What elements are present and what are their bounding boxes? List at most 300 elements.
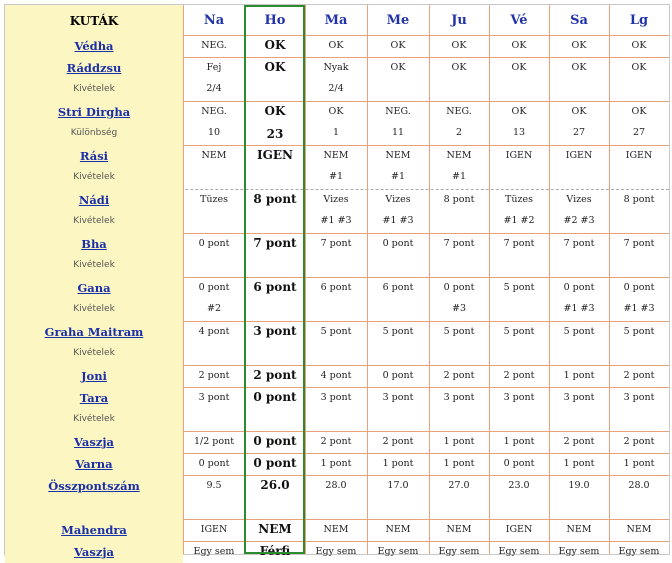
value-cell — [367, 453, 429, 475]
row-label-link[interactable]: Mahendra — [61, 523, 127, 537]
cell-value: 1 pont — [320, 458, 352, 469]
cell-value: 26.0 — [260, 478, 290, 492]
row-sublabel: Kivételek — [73, 304, 115, 314]
cell-subvalue: #2 #3 — [563, 215, 595, 226]
column-divider — [305, 5, 306, 554]
row-label-cell — [5, 453, 183, 475]
row-sublabel: Kivételek — [73, 348, 115, 358]
cell-value: 5 pont — [382, 326, 414, 337]
cell-value: IGEN — [505, 150, 533, 161]
cell-subvalue: 27 — [632, 127, 646, 138]
cell-value: 7 pont — [320, 238, 352, 249]
cell-value: 8 pont — [443, 194, 475, 205]
cell-value: NEG. — [385, 106, 411, 117]
table-row — [5, 189, 669, 233]
value-cell — [183, 431, 245, 453]
row-sublabel: Különbség — [70, 128, 118, 138]
column-divider — [489, 5, 490, 554]
cell-value: OK — [631, 62, 647, 73]
kutak-header-cell — [5, 5, 183, 35]
cell-subvalue: #1 — [328, 171, 343, 182]
cell-value: 3 pont — [563, 392, 595, 403]
cell-value: 0 pont — [198, 458, 230, 469]
row-label-link[interactable]: Gana — [77, 281, 111, 295]
value-cell — [549, 519, 609, 541]
table-row — [5, 453, 669, 475]
row-label-cell — [5, 101, 183, 145]
value-cell — [305, 475, 367, 519]
cell-value: 3 pont — [623, 392, 655, 403]
row-label-cell — [5, 541, 183, 563]
value-cell — [429, 321, 489, 365]
value-cell — [305, 453, 367, 475]
cell-subvalue: #1 #3 — [563, 303, 595, 314]
value-cell — [609, 541, 669, 563]
cell-value: 7 pont — [503, 238, 535, 249]
day-header-cell — [609, 5, 669, 35]
value-cell — [489, 431, 549, 453]
cell-value: 0 pont — [253, 390, 297, 404]
cell-value: 8 pont — [253, 192, 297, 206]
value-cell — [609, 475, 669, 519]
cell-value: 0 pont — [563, 282, 595, 293]
value-cell — [489, 365, 549, 387]
cell-value: 0 pont — [382, 370, 414, 381]
value-cell — [429, 541, 489, 563]
cell-value: Egy sem — [315, 546, 357, 557]
value-cell — [549, 145, 609, 189]
value-cell — [549, 387, 609, 431]
cell-value: Egy sem — [193, 546, 235, 557]
row-label-link[interactable]: Összpontszám — [48, 479, 140, 493]
table-row — [5, 365, 669, 387]
cell-value: NEM — [566, 524, 592, 535]
row-label-cell — [5, 277, 183, 321]
value-cell — [549, 453, 609, 475]
table-row — [5, 387, 669, 431]
cell-subvalue: #1 #2 — [503, 215, 535, 226]
value-cell — [609, 57, 669, 101]
cell-value: 1 pont — [563, 370, 595, 381]
cell-value: Vizes — [385, 194, 411, 205]
cell-value: 28.0 — [325, 480, 347, 491]
row-label-link[interactable]: Bha — [81, 237, 107, 251]
row-label-link[interactable]: Joni — [81, 369, 107, 383]
cell-value: NEM — [446, 524, 472, 535]
row-label-cell — [5, 519, 183, 541]
value-cell — [609, 145, 669, 189]
cell-value: 2 pont — [623, 436, 655, 447]
value-cell — [367, 475, 429, 519]
cell-subvalue: 11 — [391, 127, 405, 138]
cell-value: OK — [571, 106, 587, 117]
value-cell — [367, 57, 429, 101]
cell-value: IGEN — [257, 148, 293, 162]
cell-value: 7 pont — [443, 238, 475, 249]
cell-value: 0 pont — [503, 458, 535, 469]
cell-value: Tüzes — [200, 194, 228, 205]
table-row — [5, 321, 669, 365]
value-cell — [609, 101, 669, 145]
value-cell — [305, 277, 367, 321]
cell-value: NEM — [385, 524, 411, 535]
value-cell — [489, 541, 549, 563]
value-cell — [183, 101, 245, 145]
column-divider — [429, 5, 430, 554]
cell-value: 4 pont — [198, 326, 230, 337]
cell-value: 0 pont — [198, 238, 230, 249]
cell-value: 6 pont — [320, 282, 352, 293]
cell-value: 8 pont — [623, 194, 655, 205]
value-cell — [429, 145, 489, 189]
value-cell — [183, 519, 245, 541]
row-label-cell — [5, 57, 183, 101]
cell-value: NEM — [446, 150, 472, 161]
cell-value: NEG. — [446, 106, 472, 117]
row-label-link[interactable]: Varna — [75, 457, 113, 471]
cell-value: OK — [571, 62, 587, 73]
cell-value: OK — [451, 40, 467, 51]
value-cell — [489, 453, 549, 475]
row-label-link[interactable]: Nádi — [78, 193, 110, 207]
column-divider — [367, 5, 368, 554]
row-sublabel: Kivételek — [73, 84, 115, 94]
day-header-cell — [305, 5, 367, 35]
cell-value: Egy sem — [558, 546, 600, 557]
value-cell — [367, 431, 429, 453]
cell-subvalue: #3 — [451, 303, 466, 314]
cell-subvalue: 13 — [512, 127, 526, 138]
row-label-cell — [5, 365, 183, 387]
cell-value: OK — [264, 104, 286, 118]
table-row — [5, 541, 669, 563]
table-row — [5, 233, 669, 277]
row-label-link[interactable]: Ráddzsu — [66, 61, 122, 75]
cell-value: 2 pont — [443, 370, 475, 381]
cell-value: Tüzes — [505, 194, 533, 205]
row-sublabel: Kivételek — [73, 260, 115, 270]
row-label-link[interactable]: Védha — [74, 39, 114, 53]
row-label-cell — [5, 189, 183, 233]
value-cell — [549, 189, 609, 233]
value-cell — [367, 321, 429, 365]
row-label-cell — [5, 387, 183, 431]
cell-value: 2 pont — [382, 436, 414, 447]
cell-value: 3 pont — [443, 392, 475, 403]
value-cell — [549, 57, 609, 101]
value-cell — [367, 35, 429, 57]
day-header: Me — [386, 13, 410, 28]
cell-subvalue: 1 — [332, 127, 340, 138]
cell-value: 3 pont — [253, 324, 297, 338]
value-cell — [305, 145, 367, 189]
cell-value: NEG. — [201, 106, 227, 117]
cell-value: 5 pont — [563, 326, 595, 337]
cell-value: 1 pont — [443, 458, 475, 469]
cell-value: 0 pont — [443, 282, 475, 293]
value-cell — [305, 189, 367, 233]
cell-value: 2 pont — [320, 436, 352, 447]
cell-value: 5 pont — [623, 326, 655, 337]
highlight-column-frame — [244, 5, 305, 554]
value-cell — [367, 145, 429, 189]
cell-value: 1 pont — [382, 458, 414, 469]
value-cell — [305, 321, 367, 365]
day-header: Ho — [264, 13, 286, 28]
cell-value: NEM — [258, 522, 292, 536]
value-cell — [609, 365, 669, 387]
value-cell — [489, 475, 549, 519]
value-cell — [549, 277, 609, 321]
cell-value: OK — [264, 38, 286, 52]
value-cell — [489, 321, 549, 365]
cell-value: OK — [390, 62, 406, 73]
cell-value: NEM — [323, 524, 349, 535]
cell-value: OK — [328, 106, 344, 117]
value-cell — [609, 277, 669, 321]
cell-value: 3 pont — [320, 392, 352, 403]
cell-value: IGEN — [200, 524, 228, 535]
cell-value: NEM — [385, 150, 411, 161]
cell-value: 5 pont — [503, 326, 535, 337]
value-cell — [183, 57, 245, 101]
column-divider — [183, 5, 184, 554]
value-cell — [305, 233, 367, 277]
cell-subvalue: #1 #3 — [320, 215, 352, 226]
table-row — [5, 145, 669, 189]
cell-value: IGEN — [505, 524, 533, 535]
row-label-cell — [5, 431, 183, 453]
cell-value: 0 pont — [253, 456, 297, 470]
cell-value: 6 pont — [382, 282, 414, 293]
value-cell — [489, 387, 549, 431]
value-cell — [489, 519, 549, 541]
value-cell — [367, 233, 429, 277]
cell-value: 2 pont — [563, 436, 595, 447]
value-cell — [489, 189, 549, 233]
value-cell — [183, 189, 245, 233]
day-header-cell — [183, 5, 245, 35]
table-row — [5, 57, 669, 101]
cell-value: 28.0 — [628, 480, 650, 491]
value-cell — [183, 365, 245, 387]
cell-value: Férfi — [259, 544, 291, 558]
value-cell — [429, 453, 489, 475]
column-divider — [549, 5, 550, 554]
cell-value: 3 pont — [382, 392, 414, 403]
cell-value: OK — [511, 106, 527, 117]
cell-value: 1/2 pont — [193, 436, 235, 447]
value-cell — [609, 35, 669, 57]
cell-value: OK — [631, 106, 647, 117]
value-cell — [367, 541, 429, 563]
cell-value: 1 pont — [443, 436, 475, 447]
cell-value: NEM — [201, 150, 227, 161]
value-cell — [183, 541, 245, 563]
cell-value: 23.0 — [508, 480, 530, 491]
day-header-cell — [367, 5, 429, 35]
day-header: Lg — [629, 13, 649, 28]
cell-value: Egy sem — [438, 546, 480, 557]
cell-subvalue: 23 — [266, 127, 284, 141]
row-label-cell — [5, 321, 183, 365]
cell-subvalue: #1 #3 — [623, 303, 655, 314]
cell-value: 2 pont — [503, 370, 535, 381]
value-cell — [305, 57, 367, 101]
value-cell — [429, 57, 489, 101]
cell-value: OK — [511, 40, 527, 51]
cell-value: OK — [264, 60, 286, 74]
cell-value: Egy sem — [377, 546, 419, 557]
cell-value: 0 pont — [253, 434, 297, 448]
value-cell — [549, 233, 609, 277]
value-cell — [367, 519, 429, 541]
cell-value: Fej — [206, 62, 222, 73]
cell-value: 6 pont — [253, 280, 297, 294]
value-cell — [609, 387, 669, 431]
cell-value: 7 pont — [563, 238, 595, 249]
value-cell — [489, 101, 549, 145]
value-cell — [549, 35, 609, 57]
cell-value: 2 pont — [623, 370, 655, 381]
value-cell — [549, 475, 609, 519]
value-cell — [609, 233, 669, 277]
value-cell — [305, 519, 367, 541]
table-row — [5, 475, 669, 519]
cell-value: OK — [571, 40, 587, 51]
cell-subvalue: 2 — [455, 127, 463, 138]
value-cell — [367, 277, 429, 321]
cell-subvalue: 27 — [572, 127, 586, 138]
value-cell — [183, 145, 245, 189]
cell-value: 5 pont — [503, 282, 535, 293]
cell-subvalue: #2 — [206, 303, 221, 314]
value-cell — [429, 475, 489, 519]
cell-value: 27.0 — [448, 480, 470, 491]
cell-value: Egy sem — [498, 546, 540, 557]
table-row — [5, 35, 669, 57]
cell-value: 1 pont — [503, 436, 535, 447]
value-cell — [183, 321, 245, 365]
cell-value: Egy sem — [618, 546, 660, 557]
row-label-link[interactable]: Stri Dirgha — [57, 105, 131, 119]
cell-value: NEM — [323, 150, 349, 161]
table-row — [5, 431, 669, 453]
value-cell — [183, 233, 245, 277]
day-header-cell — [549, 5, 609, 35]
cell-value: 17.0 — [387, 480, 409, 491]
value-cell — [609, 189, 669, 233]
row-label-cell — [5, 145, 183, 189]
cell-value: 7 pont — [623, 238, 655, 249]
cell-value: OK — [328, 40, 344, 51]
cell-subvalue: 2/4 — [328, 83, 344, 94]
value-cell — [305, 541, 367, 563]
value-cell — [305, 365, 367, 387]
day-header: Ju — [451, 13, 467, 28]
value-cell — [429, 277, 489, 321]
value-cell — [183, 35, 245, 57]
day-header: Ma — [324, 13, 348, 28]
row-label-cell — [5, 475, 183, 519]
value-cell — [429, 233, 489, 277]
cell-subvalue: #1 — [390, 171, 405, 182]
cell-value: 5 pont — [443, 326, 475, 337]
header-row — [5, 5, 669, 35]
row-label-link[interactable]: Vaszja — [74, 545, 114, 559]
value-cell — [549, 101, 609, 145]
value-cell — [549, 431, 609, 453]
value-cell — [429, 519, 489, 541]
table-row — [5, 519, 669, 541]
value-cell — [305, 101, 367, 145]
cell-value: Nyak — [323, 62, 349, 73]
cell-subvalue: #1 — [451, 171, 466, 182]
value-cell — [429, 431, 489, 453]
row-label-link[interactable]: Tara — [79, 391, 109, 405]
cell-value: 4 pont — [320, 370, 352, 381]
value-cell — [609, 321, 669, 365]
row-label-link[interactable]: Rási — [79, 149, 109, 163]
row-sublabel: Kivételek — [73, 216, 115, 226]
cell-value: NEG. — [201, 40, 227, 51]
day-header: Vé — [510, 13, 528, 28]
cell-value: 0 pont — [382, 238, 414, 249]
value-cell — [549, 321, 609, 365]
cell-value: 19.0 — [568, 480, 590, 491]
cell-value: 1 pont — [563, 458, 595, 469]
cell-subvalue: 2/4 — [206, 83, 222, 94]
value-cell — [183, 453, 245, 475]
row-label-link[interactable]: Graha Maitram — [44, 325, 144, 339]
value-cell — [367, 387, 429, 431]
value-cell — [429, 387, 489, 431]
row-label-cell — [5, 35, 183, 57]
cell-value: OK — [451, 62, 467, 73]
value-cell — [489, 277, 549, 321]
kutak-header: KUTÁK — [69, 14, 119, 28]
value-cell — [305, 35, 367, 57]
cell-value: 5 pont — [320, 326, 352, 337]
value-cell — [429, 35, 489, 57]
cell-value: OK — [511, 62, 527, 73]
value-cell — [183, 475, 245, 519]
cell-value: 9.5 — [206, 480, 222, 491]
cell-value: OK — [390, 40, 406, 51]
cell-value: IGEN — [625, 150, 653, 161]
cell-value: NEM — [626, 524, 652, 535]
row-sublabel: Kivételek — [73, 172, 115, 182]
cell-value: 3 pont — [198, 392, 230, 403]
value-cell — [429, 365, 489, 387]
cell-value: 0 pont — [198, 282, 230, 293]
value-cell — [609, 453, 669, 475]
value-cell — [305, 387, 367, 431]
day-header: Sa — [570, 13, 588, 28]
value-cell — [305, 431, 367, 453]
value-cell — [183, 277, 245, 321]
row-label-link[interactable]: Vaszja — [74, 435, 114, 449]
table-row — [5, 277, 669, 321]
compatibility-table — [4, 4, 670, 559]
cell-subvalue: #1 #3 — [382, 215, 414, 226]
day-header: Na — [203, 13, 225, 28]
value-cell — [429, 101, 489, 145]
value-cell — [489, 145, 549, 189]
value-cell — [367, 365, 429, 387]
cell-value: 7 pont — [253, 236, 297, 250]
day-header-cell — [429, 5, 489, 35]
